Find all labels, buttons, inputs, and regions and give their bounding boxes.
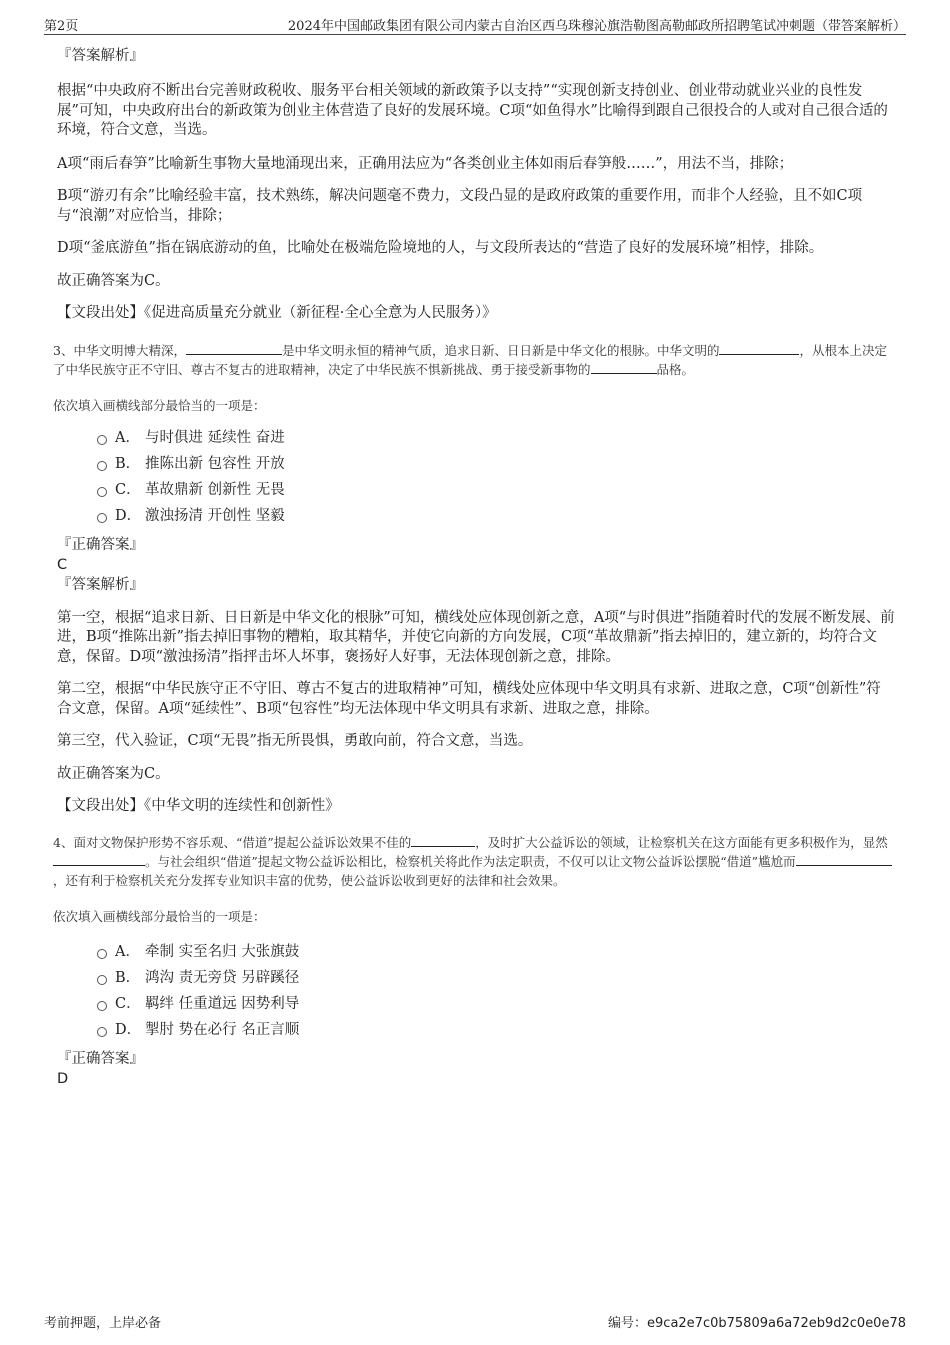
document-code: [608, 1312, 906, 1331]
page-content: [53, 46, 895, 1089]
q3-blank-1: [186, 342, 282, 355]
q2-analysis-para3: B项“游刃有余”比喻经验丰富，技术熟练，解决问题毫不费力，文段凸显的是政府政策的重要作用，而非个人经验，且不如C项与“浪潮”对应恰当，排除；: [57, 188, 863, 224]
q2-analysis-label: 『答案解析』: [57, 48, 144, 64]
q3-answer: C: [57, 556, 68, 573]
document-title: 2024年中国邮政集团有限公司内蒙古自治区西乌珠穆沁旗浩勒图高勒邮政所招聘笔试冲刺题（带答案解析）: [287, 19, 906, 34]
q3-analysis-label: 『答案解析』: [57, 576, 144, 593]
q3-analysis-para4: 故正确答案为C。: [57, 765, 170, 782]
q3-analysis-para1: 第一空，根据“追求日新、日日新是中华文化的根脉”可知，横线处应体现创新之意，A项“与时俱进”指随着时代的发展不断发展、前进，B项“推陈出新”指去掉旧事物的糟粕，取其精华，并使它向新的方向发展，C项“革故鼎新”指去掉旧的，建立新的，均符合文意，保留。D项“激浊扬清”指抨击坏人坏事，褒扬好人好事，无法体现创新之意，排除。: [57, 609, 895, 665]
q2-analysis-para5: 故正确答案为C。: [57, 272, 170, 289]
q3-analysis-para3: 第三空，代入验证，C项“无畏”指无所畏惧，勇敢向前，符合文意，当选。: [57, 733, 533, 749]
q4-option-d[interactable]: D． 掣肘 势在必行 名正言顺: [95, 1017, 895, 1043]
radio-icon[interactable]: [97, 435, 107, 445]
q4-option-c[interactable]: C． 羁绊 任重道远 因势利导: [95, 991, 895, 1017]
page-header: [44, 12, 906, 35]
footer-slogan: 考前押题，上岸必备: [44, 1316, 162, 1331]
q4-option-b[interactable]: B． 鸿沟 责无旁贷 另辟蹊径: [95, 965, 895, 991]
q3-stem-part2: 是中华文明永恒的精神气质，追求日新、日日新是中华文化的根脉。中华文明的: [281, 342, 720, 358]
q4-stem-part1: 4、面对文物保护形势不容乐观、“借道”提起公益诉讼效果不佳的: [53, 834, 412, 850]
q2-analysis-para4: D项“釜底游鱼”指在锅底游动的鱼，比喻处在极端危险境地的人，与文段所表达的“营造了良好的发展环境”相悖，排除。: [57, 240, 824, 256]
q3-stem-part3: ，从根本上决定了中华民族守正不守旧、尊古不复古的进取精神，决定了中华民族不惧新挑战、勇于接受新事物的: [53, 342, 887, 377]
q3-stem-part4: 品格。: [656, 361, 695, 377]
code-label: 编号：: [608, 1316, 648, 1331]
q3-analysis-para2: 第二空，根据“中华民族守正不守旧、尊古不复古的进取精神”可知，横线处应体现中华文明具有求新、进取之意，C项“创新性”符合文意，保留。A项“延续性”、B项“包容性”均无法体现中华文明具有求新、进取之意，排除。: [57, 681, 881, 717]
q4-stem-part4: ，还有利于检察机关充分发挥专业知识丰富的优势，使公益诉讼收到更好的法律和社会效果。: [53, 872, 566, 888]
q3-blank-3: [591, 361, 657, 374]
q3-answer-label: 『正确答案』: [57, 536, 144, 553]
q3-option-b[interactable]: B． 推陈出新 包容性 开放: [95, 451, 895, 477]
q3-option-c[interactable]: C． 革故鼎新 创新性 无畏: [95, 477, 895, 503]
q3-option-d[interactable]: D． 激浊扬清 开创性 坚毅: [95, 503, 895, 529]
page-number: 第2页: [44, 19, 79, 34]
q2-analysis-para1: 根据“中央政府不断出台完善财政税收、服务平台相关领域的新政策予以支持”“实现创新支持创业、创业带动就业兴业的良性发展”可知，中央政府出台的新政策为创业主体营造了良好的发展环境。C项“如鱼得水”比喻得到跟自己很投合的人或对自己很合适的环境，符合文意，当选。: [57, 83, 888, 138]
q3-source: 【文段出处】《中华文明的连续性和创新性》: [57, 798, 340, 814]
radio-icon[interactable]: [97, 975, 107, 985]
q3-options: [95, 425, 895, 529]
q3-stem: [53, 341, 895, 379]
q2-source: 【文段出处】《促进高质量充分就业（新征程·全心全意为人民服务）》: [57, 305, 497, 321]
radio-icon[interactable]: [97, 1001, 107, 1011]
radio-icon[interactable]: [97, 487, 107, 497]
radio-icon[interactable]: [97, 949, 107, 959]
q3-option-a[interactable]: A． 与时俱进 延续性 奋进: [95, 425, 895, 451]
q4-stem-part3: 。与社会组织“借道”提起文物公益诉讼相比，检察机关将此作为法定职责，不仅可以让文物公益诉讼摆脱“借道”尴尬而: [145, 853, 796, 869]
q4-stem-part2: ，及时扩大公益诉讼的领域，让检察机关在这方面能有更多积极作为，显然: [475, 834, 888, 850]
q3-instruction: 依次填入画横线部分最恰当的一项是：: [53, 397, 266, 413]
radio-icon[interactable]: [97, 1027, 107, 1037]
q4-answer-label: 『正确答案』: [57, 1050, 144, 1067]
radio-icon[interactable]: [97, 461, 107, 471]
q3-blank-2: [719, 342, 799, 355]
q4-option-a[interactable]: A． 牵制 实至名归 大张旗鼓: [95, 939, 895, 965]
q4-stem: [53, 833, 895, 890]
q2-analysis-para2: A项“雨后春笋”比喻新生事物大量地涌现出来，正确用法应为“各类创业主体如雨后春笋般……”，用法不当，排除；: [57, 155, 794, 172]
q4-instruction: 依次填入画横线部分最恰当的一项是：: [53, 908, 266, 924]
code-value: e9ca2e7c0b75809a6a72eb9d2c0e0e78: [647, 1316, 906, 1331]
q4-options: [95, 939, 895, 1043]
q4-blank-1: [411, 834, 475, 847]
q4-answer: D: [57, 1070, 69, 1087]
radio-icon[interactable]: [97, 513, 107, 523]
q4-blank-2: [53, 853, 145, 866]
q4-blank-3: [796, 853, 892, 866]
q3-stem-part1: 3、中华文明博大精深，: [53, 342, 186, 358]
